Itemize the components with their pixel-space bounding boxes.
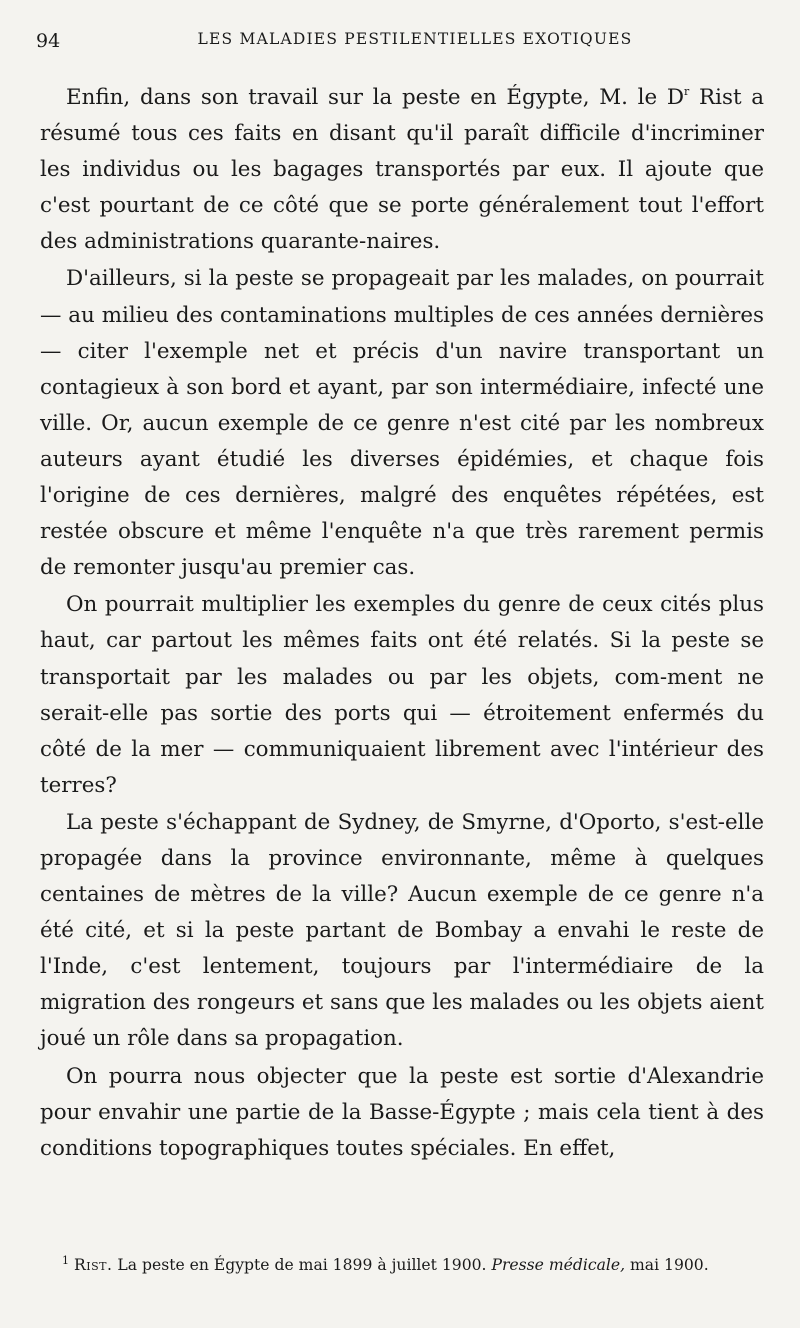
footnote-mark: 1 bbox=[62, 1254, 69, 1267]
footnote-journal: Presse médicale, bbox=[491, 1256, 626, 1274]
paragraph-5: On pourra nous objecter que la peste est sortie d'Alexandrie pour envahir une partie de la Basse-Égypte ; mais cela tient à des conditions topographiques toutes spéciales. En effet, bbox=[40, 1063, 764, 1161]
page-body bbox=[40, 74, 764, 1168]
paragraph-3: On pourrait multiplier les exemples du genre de ceux cités plus haut, car partout les mêmes faits ont été relatés. Si la peste se transportait par les malades ou par les objets, com-ment ne serait-elle pas sortie des ports qui — étroitement enfermés du côté de la mer — communiquaient librement avec l'intérieur des terres? bbox=[40, 592, 764, 798]
page-number: 94 bbox=[36, 30, 61, 52]
running-title: LES MALADIES PESTILENTIELLES EXOTIQUES bbox=[197, 30, 633, 48]
footnote-author: Rist. bbox=[74, 1256, 113, 1274]
paragraph-4: La peste s'échappant de Sydney, de Smyrne, d'Oporto, s'est-elle propagée dans la province environnante, même à quelques centaines de mètres de la ville? Aucun exemple de ce genre n'a été cité, et si la peste partant de Bombay a envahi le reste de l'Inde, c'est lentement, toujours par l'intermédiaire de la migration des rongeurs et sans que les malades ou les objets aient joué un rôle dans sa propagation. bbox=[40, 809, 764, 1052]
footnote-text: La peste en Égypte de mai 1899 à juillet 1900. bbox=[112, 1256, 492, 1274]
superscript-r: r bbox=[684, 85, 690, 98]
paragraph-2: D'ailleurs, si la peste se propageait par les malades, on pourrait — au milieu des contaminations multiples de ces années dernières — citer l'exemple net et précis d'un navire transportant un contagieux à son bord et ayant, par son intermédiaire, infecté une ville. Or, aucun exemple de ce genre n'est cité par les nombreux auteurs ayant étudié les diverses épidémies, et chaque fois l'origine de ces dernières, malgré des enquêtes répétées, est restée obscure et même l'enquête n'a que très rarement permis de remonter jusqu'au premier cas. bbox=[40, 266, 764, 581]
page-header bbox=[36, 30, 764, 60]
paragraph-1-lead: Enfin, dans son travail sur la peste en Égypte, M. le D bbox=[66, 85, 685, 110]
paragraph-1-rest: Rist a résumé tous ces faits en disant qu'il paraît difficile d'incriminer les individus ou les bagages transportés par eux. Il ajoute que c'est pourtant de ce côté que se porte généralement tout l'effort des administrations quarante-naires. bbox=[40, 85, 765, 255]
footnote bbox=[42, 1250, 766, 1276]
paragraph-1 bbox=[40, 74, 764, 260]
footnote-date: mai 1900. bbox=[625, 1256, 709, 1274]
